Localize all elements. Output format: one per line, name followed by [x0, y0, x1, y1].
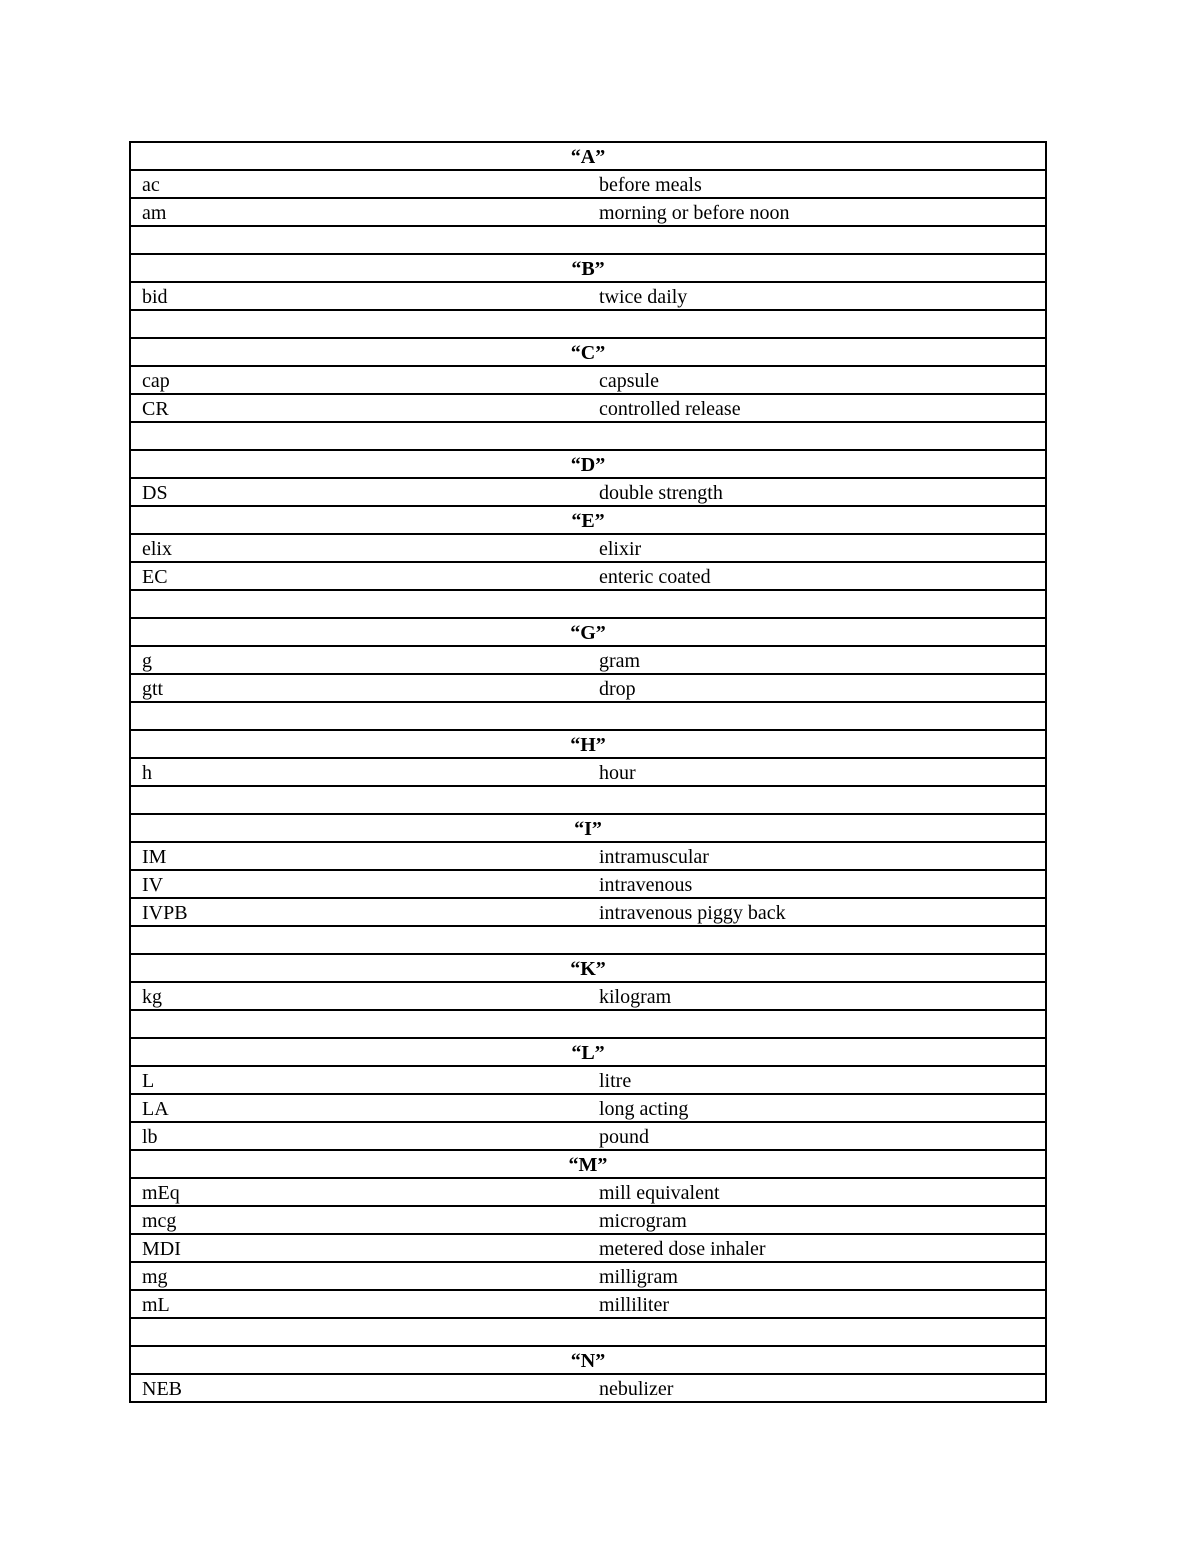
blank-cell — [130, 786, 1046, 814]
blank-row — [130, 590, 1046, 618]
letter-header-row — [130, 1150, 1046, 1178]
abbreviations-table-body — [130, 142, 1046, 1402]
blank-cell — [130, 226, 1046, 254]
meaning-cell: enteric coated — [588, 562, 1046, 590]
table-row — [130, 1374, 1046, 1402]
blank-cell — [130, 926, 1046, 954]
letter-header-row — [130, 814, 1046, 842]
abbreviation-cell: IV — [130, 870, 588, 898]
meaning-cell: litre — [588, 1066, 1046, 1094]
table-row — [130, 1122, 1046, 1150]
table-row — [130, 1206, 1046, 1234]
blank-cell — [130, 310, 1046, 338]
section-letter: “I” — [130, 814, 1046, 842]
table-row — [130, 674, 1046, 702]
section-letter: “E” — [130, 506, 1046, 534]
table-row — [130, 982, 1046, 1010]
section-letter: “L” — [130, 1038, 1046, 1066]
abbreviation-cell: MDI — [130, 1234, 588, 1262]
blank-cell — [130, 1010, 1046, 1038]
section-letter: “C” — [130, 338, 1046, 366]
section-letter: “G” — [130, 618, 1046, 646]
meaning-cell: long acting — [588, 1094, 1046, 1122]
blank-row — [130, 702, 1046, 730]
table-row — [130, 366, 1046, 394]
blank-cell — [130, 702, 1046, 730]
letter-header-row — [130, 338, 1046, 366]
abbreviation-cell: NEB — [130, 1374, 588, 1402]
meaning-cell: twice daily — [588, 282, 1046, 310]
meaning-cell: milligram — [588, 1262, 1046, 1290]
abbreviation-cell: elix — [130, 534, 588, 562]
table-row — [130, 170, 1046, 198]
abbreviation-cell: IM — [130, 842, 588, 870]
meaning-cell: intravenous piggy back — [588, 898, 1046, 926]
abbreviation-cell: lb — [130, 1122, 588, 1150]
meaning-cell: double strength — [588, 478, 1046, 506]
blank-row — [130, 786, 1046, 814]
meaning-cell: controlled release — [588, 394, 1046, 422]
meaning-cell: drop — [588, 674, 1046, 702]
meaning-cell: hour — [588, 758, 1046, 786]
abbreviation-cell: CR — [130, 394, 588, 422]
table-row — [130, 1066, 1046, 1094]
table-row — [130, 198, 1046, 226]
table-row — [130, 758, 1046, 786]
letter-header-row — [130, 1038, 1046, 1066]
letter-header-row — [130, 254, 1046, 282]
table-row — [130, 1178, 1046, 1206]
letter-header-row — [130, 1346, 1046, 1374]
blank-row — [130, 1010, 1046, 1038]
meaning-cell: pound — [588, 1122, 1046, 1150]
meaning-cell: elixir — [588, 534, 1046, 562]
abbreviation-cell: h — [130, 758, 588, 786]
meaning-cell: nebulizer — [588, 1374, 1046, 1402]
table-row — [130, 1262, 1046, 1290]
meaning-cell: gram — [588, 646, 1046, 674]
table-row — [130, 1094, 1046, 1122]
blank-row — [130, 310, 1046, 338]
meaning-cell: before meals — [588, 170, 1046, 198]
blank-row — [130, 1318, 1046, 1346]
abbreviations-table — [129, 141, 1047, 1403]
meaning-cell: milliliter — [588, 1290, 1046, 1318]
abbreviation-cell: gtt — [130, 674, 588, 702]
abbreviation-cell: DS — [130, 478, 588, 506]
abbreviation-cell: bid — [130, 282, 588, 310]
section-letter: “B” — [130, 254, 1046, 282]
table-row — [130, 282, 1046, 310]
table-row — [130, 646, 1046, 674]
abbreviation-cell: IVPB — [130, 898, 588, 926]
table-row — [130, 478, 1046, 506]
abbreviation-cell: g — [130, 646, 588, 674]
abbreviation-cell: cap — [130, 366, 588, 394]
abbreviation-cell: ac — [130, 170, 588, 198]
meaning-cell: microgram — [588, 1206, 1046, 1234]
blank-cell — [130, 1318, 1046, 1346]
letter-header-row — [130, 450, 1046, 478]
meaning-cell: capsule — [588, 366, 1046, 394]
meaning-cell: intramuscular — [588, 842, 1046, 870]
letter-header-row — [130, 730, 1046, 758]
section-letter: “H” — [130, 730, 1046, 758]
abbreviation-cell: mEq — [130, 1178, 588, 1206]
table-row — [130, 898, 1046, 926]
letter-header-row — [130, 506, 1046, 534]
blank-cell — [130, 590, 1046, 618]
meaning-cell: mill equivalent — [588, 1178, 1046, 1206]
section-letter: “K” — [130, 954, 1046, 982]
table-row — [130, 394, 1046, 422]
section-letter: “A” — [130, 142, 1046, 170]
table-row — [130, 1290, 1046, 1318]
abbreviation-cell: mL — [130, 1290, 588, 1318]
abbreviation-cell: mcg — [130, 1206, 588, 1234]
table-row — [130, 1234, 1046, 1262]
letter-header-row — [130, 618, 1046, 646]
abbreviation-cell: am — [130, 198, 588, 226]
abbreviation-cell: kg — [130, 982, 588, 1010]
meaning-cell: intravenous — [588, 870, 1046, 898]
abbreviation-cell: EC — [130, 562, 588, 590]
table-row — [130, 534, 1046, 562]
abbreviation-cell: LA — [130, 1094, 588, 1122]
blank-cell — [130, 422, 1046, 450]
meaning-cell: kilogram — [588, 982, 1046, 1010]
meaning-cell: metered dose inhaler — [588, 1234, 1046, 1262]
blank-row — [130, 226, 1046, 254]
section-letter: “M” — [130, 1150, 1046, 1178]
section-letter: “N” — [130, 1346, 1046, 1374]
table-row — [130, 562, 1046, 590]
letter-header-row — [130, 954, 1046, 982]
abbreviation-cell: L — [130, 1066, 588, 1094]
abbreviation-cell: mg — [130, 1262, 588, 1290]
table-row — [130, 870, 1046, 898]
letter-header-row — [130, 142, 1046, 170]
table-row — [130, 842, 1046, 870]
blank-row — [130, 422, 1046, 450]
section-letter: “D” — [130, 450, 1046, 478]
blank-row — [130, 926, 1046, 954]
meaning-cell: morning or before noon — [588, 198, 1046, 226]
